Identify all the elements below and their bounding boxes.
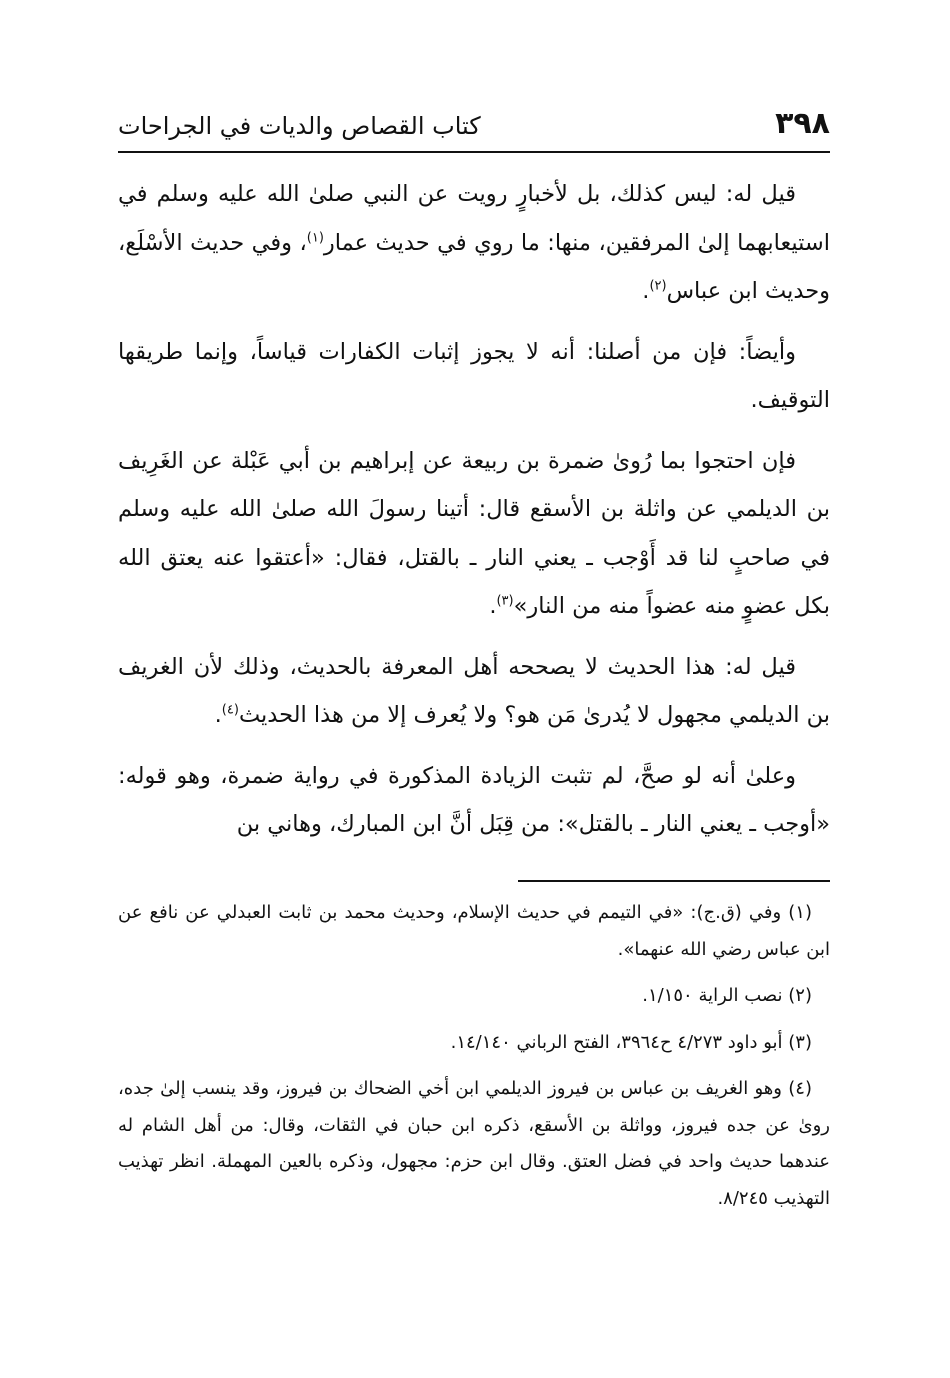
running-title: كتاب القصاص والديات في الجراحات [118,112,481,140]
footnote-marker: (١) [306,230,324,245]
header-divider [118,151,830,153]
paragraph [118,752,830,849]
footnote: (١) وفي (ق.ج): «في التيمم في حديث الإسلام، وحديث محمد بن ثابت العبدلي عن نافع عن ابن عباس رضي الله عنهما». [118,902,830,960]
paragraph-text: وعلىٰ أنه لو صحَّ، لم تثبت الزيادة المذكورة في رواية ضمرة، وهو قوله: «أوجب ـ يعني النار ـ بالقتل»: من قِبَل أنَّ ابن المبارك، وهاني بن [118,762,830,837]
paragraph-text: قيل له: هذا الحديث لا يصححه أهل المعرفة بالحديث، وذلك لأن الغريف بن الديلمي مجهول لا يُدرىٰ مَن هو؟ ولا يُعرف إلا من هذا الحديث [118,653,830,728]
footnotes [118,895,830,1227]
footnote-marker: (٤) [221,702,239,718]
paragraph [118,437,830,631]
paragraph-text: . [642,278,650,304]
main-text [118,170,830,861]
footnote: (٤) وهو الغريف بن عباس بن فيروز الديلمي ابن أخي الضحاك بن فيروز، وقد ينسب إلىٰ جده، روىٰ عن جده فيروز، وواثلة بن الأسقع، ذكره ابن حبان في الثقات، وقال: من أهل الشام له عندهما حديث واحد في فضل العتق. وقال ابن حزم: مجهول، وذكره بالعين المهملة. انظر تهذيب التهذيب ٨/٢٤٥. [118,1078,830,1209]
footnote: (٣) أبو داود ٤/٢٧٣ ح٣٩٦٤، الفتح الرباني ١٤/١٤٠. [450,1031,812,1053]
page-number: ٣٩٨ [775,106,830,141]
footnote-divider [518,880,830,882]
paragraph-text: . [214,702,222,728]
paragraph-text: قيل له: ليس كذلك، بل لأخبارٍ رويت عن النبي صلىٰ الله عليه وسلم في استيعابهما إلىٰ المرفقين، منها: ما روي في حديث عمار [118,181,830,256]
paragraph-text: وأيضاً: فإن من أصلنا: أنه لا يجوز إثبات الكفارات قياساً، وإنما طريقها التوقيف. [118,338,830,413]
paragraph [118,328,830,425]
footnote: (٢) نصب الراية ١/١٥٠. [642,985,812,1006]
page-header [118,104,830,150]
footnote-marker: (٢) [649,278,667,294]
paragraph [118,643,830,740]
paragraph [118,170,830,316]
footnote-marker: (٣) [496,593,514,609]
paragraph-text: . [489,593,497,619]
paragraph-text: فإن احتجوا بما رُوىٰ ضمرة بن ربيعة عن إبراهيم بن أبي عَبْلة عن الغَرِيف بن الديلمي عن واثلة بن الأسقع قال: أتينا رسولَ الله صلىٰ الله عليه وسلم في صاحبٍ لنا قد أَوْجب ـ يعني النار ـ بالقتل، فقال: «أعتقوا عنه يعتق الله بكل عضوٍ منه عضواً منه من النار» [118,447,830,619]
paragraph-text: ، وفي حديث الأسْلَع، وحديث ابن عباس [118,229,830,304]
